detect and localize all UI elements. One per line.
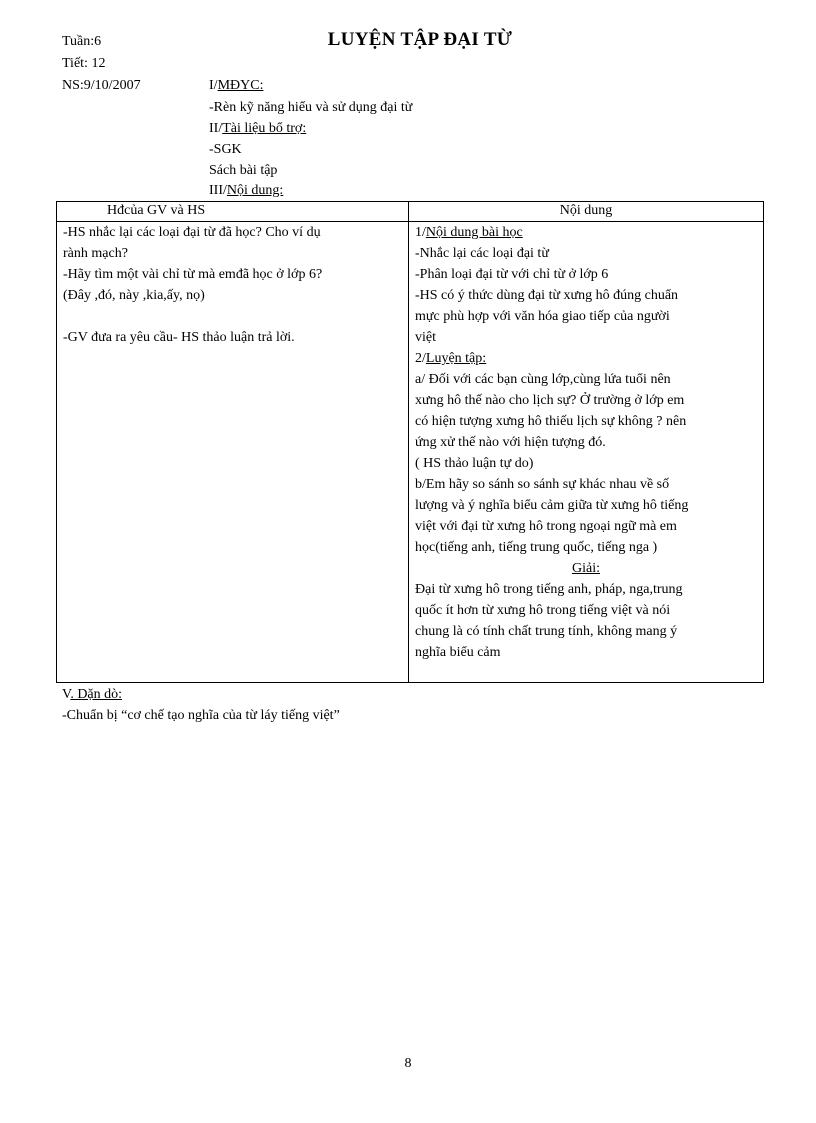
- left-line: rành mạch?: [63, 246, 128, 261]
- answer-line: nghĩa biểu cảm: [415, 645, 501, 660]
- content-line: học(tiếng anh, tiếng trung quốc, tiếng nga ): [415, 540, 658, 555]
- section-2-heading: [209, 120, 306, 138]
- content-line: ( HS thảo luận tự do): [415, 456, 534, 471]
- left-line: [63, 306, 402, 327]
- section-2-item-1: -SGK: [209, 142, 242, 157]
- content-section-1-heading: [415, 222, 757, 243]
- header-left-cell: Hđcủa GV và HS: [57, 202, 409, 222]
- page-number: 8: [404, 1056, 412, 1071]
- content-section-2-title: Luyện tập:: [425, 351, 487, 366]
- week-label: Tuần:6: [62, 34, 102, 49]
- section-3-title: Nội dung:: [226, 183, 284, 198]
- content-section-2-heading: [415, 348, 757, 369]
- left-line: (Đây ,đó, này ,kia,ấy, nọ): [63, 288, 205, 303]
- content-section-1-prefix: 1/: [415, 225, 426, 240]
- content-line: -HS có ý thức dùng đại từ xưng hô đúng chuẩn: [415, 288, 679, 303]
- content-section-1-title: Nội dung bài học: [425, 225, 523, 240]
- left-line: -GV đưa ra yêu cầu- HS thảo luận trả lời.: [63, 330, 295, 345]
- left-line: -Hãy tìm một vài chỉ từ mà emđã học ở lớp 6?: [63, 267, 323, 282]
- section-5-prefix: V: [62, 687, 71, 702]
- section-2-prefix: II/: [209, 121, 223, 136]
- content-line: xưng hô thế nào cho lịch sự? Ở trường ở lớp em: [415, 393, 685, 408]
- period-label: Tiết: 12: [62, 56, 106, 71]
- lesson-table: [56, 201, 764, 683]
- table-body-row: [57, 222, 764, 683]
- date-label: NS:9/10/2007: [62, 78, 141, 93]
- left-line: -HS nhắc lại các loại đại từ đã học? Cho ví dụ: [63, 225, 321, 240]
- section-1-prefix: I/: [209, 78, 218, 93]
- page-title: LUYỆN TẬP ĐẠI TỪ: [327, 29, 513, 50]
- answer-line: quốc ít hơn từ xưng hô trong tiếng việt và nói: [415, 603, 671, 618]
- section-1-heading: [209, 77, 263, 95]
- content-line: -Phân loại đại từ với chỉ từ ở lớp 6: [415, 267, 609, 282]
- content-line: có hiện tượng xưng hô thiếu lịch sự không ? nên: [415, 414, 687, 429]
- section-2-item-2: Sách bài tập: [209, 163, 278, 178]
- content-line: mực phù hợp với văn hóa giao tiếp của người: [415, 309, 670, 324]
- section-5-heading: [62, 686, 122, 704]
- section-3-prefix: III/: [209, 183, 227, 198]
- teacher-student-activities-cell: [57, 222, 409, 683]
- section-5-title: . Dặn dò:: [70, 687, 123, 702]
- content-section-2-prefix: 2/: [415, 351, 426, 366]
- content-line: b/Em hãy so sánh so sánh sự khác nhau về số: [415, 477, 670, 492]
- content-cell: [409, 222, 764, 683]
- content-line: a/ Đối với các bạn cùng lớp,cùng lứa tuổi nên: [415, 372, 671, 387]
- content-line: lượng và ý nghĩa biểu cảm giữa từ xưng hô tiếng: [415, 498, 689, 513]
- section-1-title: MĐYC:: [217, 78, 264, 93]
- content-line: việt với đại từ xưng hô trong ngoại ngữ mà em: [415, 519, 677, 534]
- header-right-cell: Nội dung: [409, 202, 764, 222]
- content-line: -Nhắc lại các loại đại từ: [415, 246, 549, 261]
- answer-title: Giải:: [572, 561, 600, 576]
- content-line: việt: [415, 330, 436, 345]
- answer-line: Đại từ xưng hô trong tiếng anh, pháp, nga,trung: [415, 582, 683, 597]
- section-1-item: -Rèn kỹ năng hiểu và sử dụng đại từ: [209, 100, 413, 115]
- table-header-row: [57, 202, 764, 222]
- answer-heading: [415, 558, 757, 579]
- section-5-item: -Chuẩn bị “cơ chế tạo nghĩa của từ láy tiếng việt”: [62, 708, 340, 723]
- content-line: ứng xử thế nào với hiện tượng đó.: [415, 435, 606, 450]
- section-2-title: Tài liệu bổ trợ:: [222, 121, 307, 136]
- section-3-heading: [209, 182, 283, 200]
- answer-line: chung là có tính chất trung tính, không mang ý: [415, 624, 678, 639]
